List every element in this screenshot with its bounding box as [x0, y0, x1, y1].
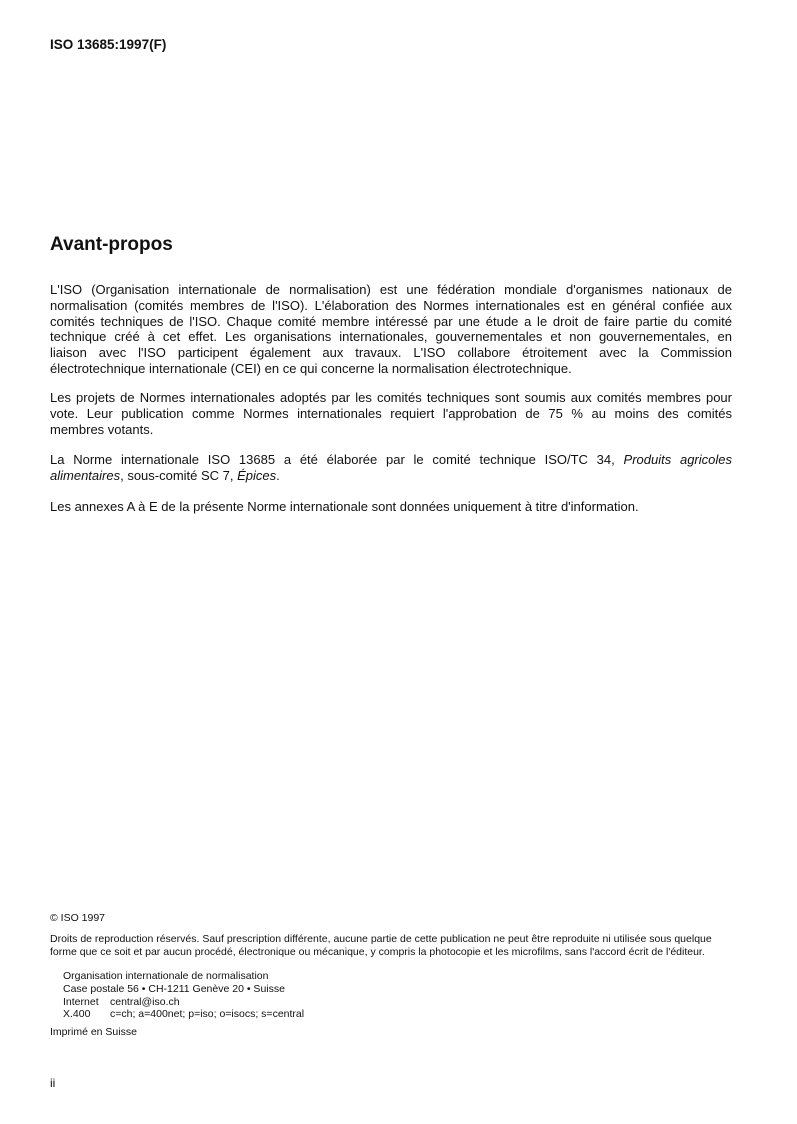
text-line: électrotechnique internationale (CEI) en ce qui concerne la normalisation électrotechnique. [50, 360, 572, 376]
text: La Norme internationale ISO 13685 a été élaborée par le comité technique ISO/TC 34, [50, 452, 615, 467]
text-line: liaison avec l'ISO participent également aux travaux. L'ISO collabore étroitement avec la Commission [50, 345, 732, 361]
text: . [276, 467, 280, 483]
rights-notice [50, 933, 732, 959]
text-line: Droits de reproduction réservés. Sauf prescription différente, aucune partie de cette publication ne peut être reproduite ni utilisée sous quelque [50, 933, 712, 945]
publisher-address [63, 970, 304, 1021]
x400-row [63, 1008, 304, 1021]
paragraph-projects [50, 390, 732, 437]
paragraph-committee [50, 452, 732, 484]
text-line: membres votants. [50, 421, 154, 437]
copyright-notice: © ISO 1997 [50, 912, 106, 924]
italic-text: Produits agricoles [623, 452, 733, 467]
text-line: comités techniques de l'ISO. Chaque comité membre intéressé par une étude a le droit de faire partie du comité [50, 313, 732, 329]
internet-row [63, 996, 304, 1009]
postal-address: Case postale 56 • CH-1211 Genève 20 • Suisse [63, 982, 285, 995]
email: central@iso.ch [110, 995, 180, 1008]
section-title: Avant-propos [50, 234, 173, 255]
label: X.400 [63, 1008, 91, 1021]
page-number: ii [50, 1076, 56, 1090]
text: , sous-comité SC 7, [120, 467, 238, 483]
paragraph-iso-intro [50, 282, 732, 377]
printed-in: Imprimé en Suisse [50, 1026, 137, 1038]
italic-text: alimentaires [50, 467, 121, 483]
text-line: Les projets de Normes internationales adoptés par les comités techniques sont soumis aux comités membres pour [50, 390, 732, 405]
text-line: vote. Leur publication comme Normes internationales requiert l'approbation de 75 % au moins des comités [50, 405, 732, 421]
text-line [50, 468, 732, 484]
text-line: Les annexes A à E de la présente Norme internationale sont données uniquement à titre d'information. [50, 499, 639, 514]
paragraph-annexes [50, 499, 732, 515]
label: Internet [63, 995, 99, 1008]
text-line [50, 452, 732, 468]
text-line: forme que ce soit et par aucun procédé, électronique ou mécanique, y compris la photocopie et les microfilms, sans l'accord écrit de l'éditeur. [50, 945, 705, 958]
org-name: Organisation internationale de normalisation [63, 970, 269, 982]
italic-text: Épices [237, 467, 277, 483]
text-line: technique créé à cet effet. Les organisations internationales, gouvernementales et non gouvernementales, en [50, 329, 732, 345]
x400-address: c=ch; a=400net; p=iso; o=isocs; s=central [110, 1008, 305, 1021]
document-id-header: ISO 13685:1997(F) [50, 37, 167, 52]
text-line: normalisation (comités membres de l'ISO). L'élaboration des Normes internationales est en général confiée aux [50, 297, 732, 313]
text-line: L'ISO (Organisation internationale de normalisation) est une fédération mondiale d'organismes nationaux de [50, 282, 732, 297]
